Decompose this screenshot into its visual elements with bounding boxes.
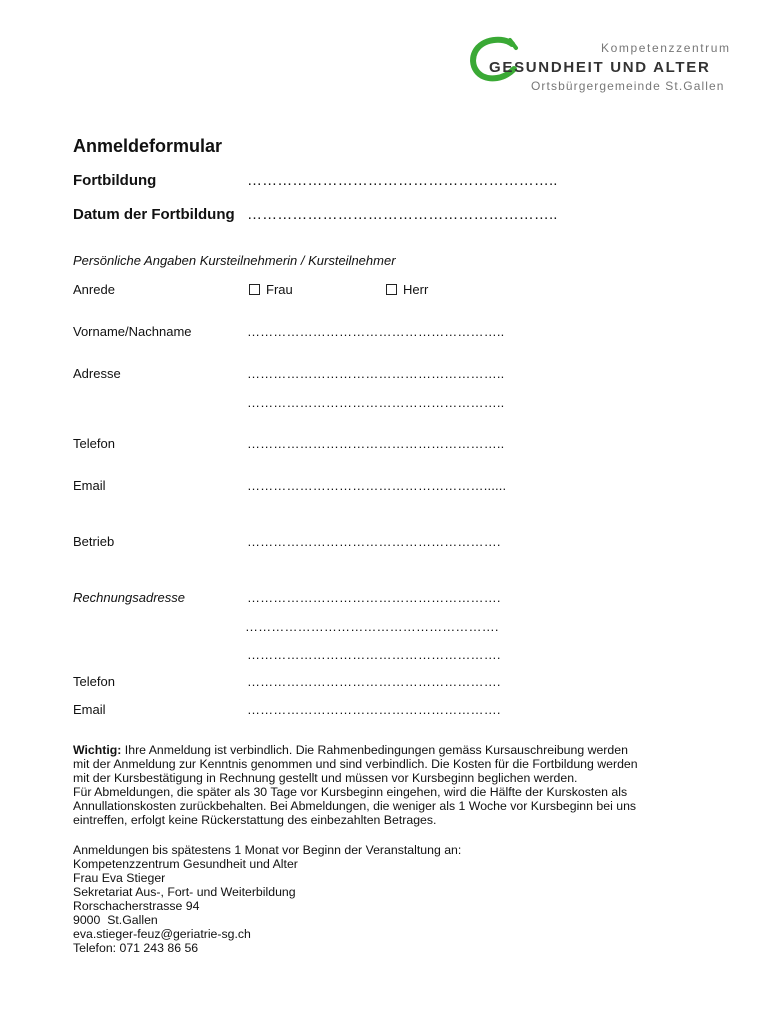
notice-bold-prefix: Wichtig:	[73, 743, 122, 757]
email-field[interactable]: ………………………………………………......	[247, 478, 507, 493]
name-field[interactable]: …………………………………………………..	[247, 324, 505, 339]
fortbildung-field[interactable]: ……………………………………………………..	[247, 172, 558, 189]
notice-line: mit der Anmeldung zur Kenntnis genommen und sind verbindlich. Die Kosten für die Fortbildung werden	[73, 757, 638, 771]
contact-dept: Sekretariat Aus-, Fort- und Weiterbildung	[73, 885, 296, 899]
adresse-field-2[interactable]: …………………………………………………..	[247, 395, 505, 410]
rechnung-field-2[interactable]: ………………………………………………….	[245, 619, 499, 634]
datum-field[interactable]: ……………………………………………………..	[247, 206, 558, 223]
contact-phone: Telefon: 071 243 86 56	[73, 941, 199, 955]
telefon2-label: Telefon	[73, 674, 115, 689]
logo-subtitle-top: Kompetenzzentrum	[601, 41, 731, 55]
checkbox-icon	[386, 284, 397, 295]
logo-subtitle-bottom: Ortsbürgergemeinde St.Gallen	[531, 79, 725, 93]
telefon-label: Telefon	[73, 436, 115, 451]
adresse-label: Adresse	[73, 366, 121, 381]
notice-line: eintreffen, erfolgt keine Rückerstattung des einbezahlten Betrages.	[73, 813, 437, 827]
rechnung-field-1[interactable]: ………………………………………………….	[247, 590, 501, 605]
betrieb-label: Betrieb	[73, 534, 115, 549]
datum-label: Datum der Fortbildung	[73, 206, 235, 223]
frau-checkbox[interactable]	[249, 282, 293, 297]
betrieb-field[interactable]: ………………………………………………….	[247, 534, 501, 549]
email2-label: Email	[73, 702, 106, 717]
contact-city: 9000 St.Gallen	[73, 913, 158, 927]
fortbildung-label: Fortbildung	[73, 172, 157, 189]
notice-line: Für Abmeldungen, die später als 30 Tage vor Kursbeginn eingehen, wird die Hälfte der Kurskosten als	[73, 785, 628, 799]
checkbox-icon	[249, 284, 260, 295]
rechnung-field-3[interactable]: ………………………………………………….	[247, 647, 501, 662]
telefon2-field[interactable]: ………………………………………………….	[247, 674, 501, 689]
name-label: Vorname/Nachname	[73, 324, 192, 339]
notice-line: mit der Kursbestätigung in Rechnung gestellt und müssen vor Kursbeginn beglichen werden.	[73, 771, 578, 785]
contact-org: Kompetenzzentrum Gesundheit und Alter	[73, 857, 298, 871]
contact-email-link[interactable]: eva.stieger-feuz@geriatrie-sg.ch	[73, 927, 251, 941]
email2-field[interactable]: ………………………………………………….	[247, 702, 501, 717]
notice-line: Annullationskosten zurückbehalten. Bei Abmeldungen, die weniger als 1 Woche vor Kursbeginn bei uns	[73, 799, 637, 813]
anrede-label: Anrede	[73, 282, 115, 297]
frau-label: Frau	[266, 282, 293, 297]
contact-street: Rorschacherstrasse 94	[73, 899, 200, 913]
herr-label: Herr	[403, 282, 429, 297]
notice-line: Ihre Anmeldung ist verbindlich. Die Rahmenbedingungen gemäss Kursauschreibung werden	[121, 743, 628, 757]
contact-block	[73, 843, 461, 955]
section-heading-personal: Persönliche Angaben Kursteilnehmerin / Kursteilnehmer	[73, 253, 396, 268]
notice-paragraph	[73, 743, 638, 827]
contact-person: Frau Eva Stieger	[73, 871, 166, 885]
page-title: Anmeldeformular	[73, 136, 223, 156]
email-label: Email	[73, 478, 106, 493]
herr-checkbox[interactable]	[386, 282, 428, 297]
adresse-field-1[interactable]: …………………………………………………..	[247, 366, 505, 381]
logo-main-title: GESUNDHEIT UND ALTER	[489, 59, 711, 76]
contact-intro: Anmeldungen bis spätestens 1 Monat vor Beginn der Veranstaltung an:	[73, 843, 462, 857]
telefon-field[interactable]: …………………………………………………..	[247, 436, 505, 451]
rechnung-label: Rechnungsadresse	[73, 590, 186, 605]
